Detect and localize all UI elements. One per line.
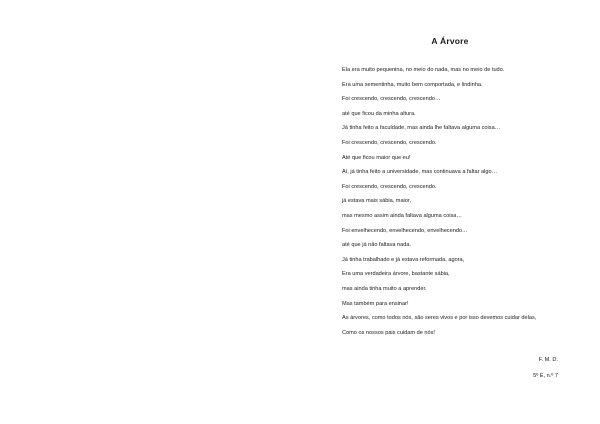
poem-line: Foi crescendo, crescendo, crescendo.: [342, 139, 437, 146]
poem-line: Ela era muito pequenina, no meio do nada, mas no meio de tudo.: [342, 67, 505, 73]
poem-line: Foi crescendo, crescendo, crescendo…: [342, 96, 441, 103]
poem-line: já estava mais sábia, maior,: [342, 198, 412, 205]
poem-line: Foi crescendo, crescendo, crescendo.: [342, 183, 437, 190]
poem-line: Foi envelhecendo, envelhecendo, envelhecendo…: [342, 227, 468, 234]
poem-line: Até que ficou maior que eu!: [342, 154, 411, 161]
poem-line: Era uma verdadeira árvore, bastante sábia,: [342, 271, 450, 278]
poem-line: Como os nossos pais cuidam de nós!: [342, 329, 435, 336]
signature-block: [533, 357, 558, 381]
poem-line: Mas também para ensinar!: [342, 300, 409, 307]
poem-line: Já tinha feito a faculdade, mas ainda lhe faltava alguma coisa…: [342, 125, 501, 132]
poem-title: A Árvore: [431, 36, 469, 46]
poem-body: [342, 67, 564, 344]
poem-line: até que já não faltava nada.: [342, 242, 412, 249]
poem-line: Já tinha trabalhado e já estava reformada, agora,: [342, 256, 465, 263]
class-info: 5º E, n.º 7: [533, 373, 558, 380]
poem-line: até que ficou da minha altura.: [342, 110, 416, 117]
poem-line: mas ainda tinha muito a aprender.: [342, 285, 427, 292]
poem-line: mas mesmo assim ainda faltava alguma coisa…: [342, 212, 463, 219]
author-initials: F. M. D.: [538, 357, 558, 363]
poem-line: As árvores, como todos nós, são seres vivos e por isso devemos cuidar delas,: [342, 315, 537, 322]
poem-line: Era uma sementinha, muito bem comportada, e lindinha.: [342, 81, 483, 88]
poem-line: Aí, já tinha feito a universidade, mas continuava a faltar algo…: [342, 169, 498, 176]
